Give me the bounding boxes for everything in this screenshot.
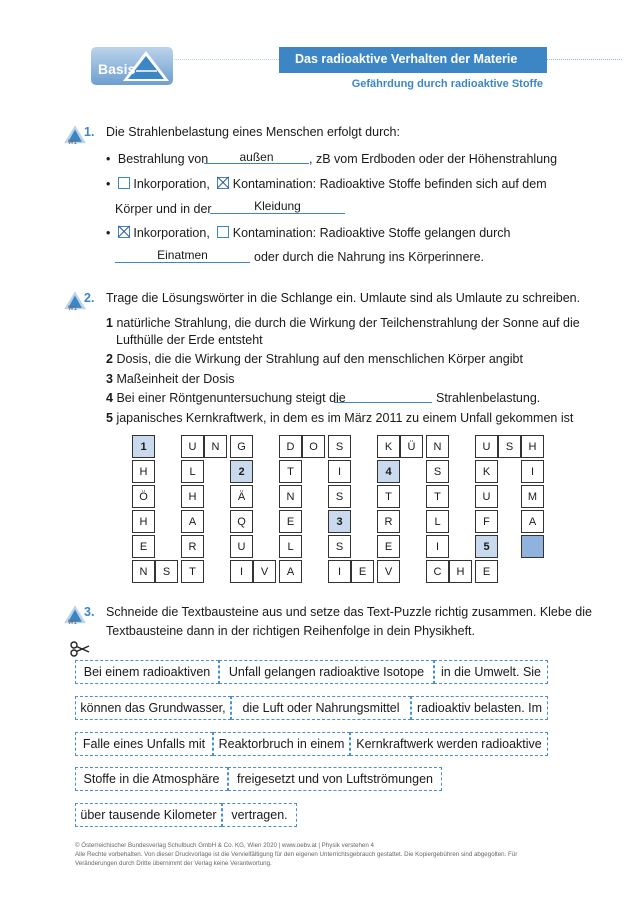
puzzle-piece[interactable]: radioaktiv belasten. Im <box>411 696 548 720</box>
puzzle-piece[interactable]: Falle eines Unfalls mit <box>75 732 213 756</box>
grid-cell[interactable]: F <box>475 510 498 533</box>
grid-cell[interactable]: D <box>279 435 302 458</box>
grid-cell[interactable]: U <box>475 485 498 508</box>
task1-b2-opt2: Kontamination: Radioaktive Stoffe befinden sich auf dem <box>232 177 547 191</box>
item-text: Lufthülle der Erde entsteht <box>116 333 263 347</box>
title-banner <box>279 47 547 73</box>
grid-cell[interactable]: T <box>426 485 449 508</box>
puzzle-piece[interactable]: über tausende Kilometer <box>75 803 222 827</box>
grid-cell[interactable]: I <box>328 560 351 583</box>
task1-b3-opt2: Kontamination: Radioaktive Stoffe gelangen durch <box>232 226 511 240</box>
task1-prompt: Die Strahlenbelastung eines Menschen erfolgt durch: <box>106 125 400 139</box>
grid-cell[interactable]: V <box>377 560 400 583</box>
task2-item-2 <box>106 351 523 368</box>
task2-item-5 <box>106 410 573 427</box>
task2-number: 2. <box>84 291 95 305</box>
task2-item-1 <box>106 315 580 332</box>
grid-cell[interactable]: Ä <box>230 485 253 508</box>
grid-cell[interactable]: I <box>230 560 253 583</box>
grid-cell[interactable]: S <box>328 485 351 508</box>
grid-cell[interactable]: E <box>279 510 302 533</box>
grid-cell[interactable]: 5 <box>475 535 498 558</box>
puzzle-piece[interactable]: können das Grundwasser, <box>75 696 231 720</box>
grid-cell[interactable]: O <box>302 435 325 458</box>
grid-cell[interactable]: Q <box>230 510 253 533</box>
item-number: 2 <box>106 352 113 366</box>
grid-cell[interactable]: E <box>377 535 400 558</box>
checkbox-kontamination-checked[interactable] <box>217 177 229 189</box>
task2-prompt: Trage die Lösungswörter in die Schlange ein. Umlaute sind als Umlaute zu schreiben. <box>106 291 581 305</box>
task2-marker <box>64 290 86 317</box>
grid-cell[interactable]: A <box>521 510 544 533</box>
grid-cell[interactable]: S <box>426 460 449 483</box>
grid-cell[interactable]: I <box>328 460 351 483</box>
grid-cell[interactable]: U <box>230 535 253 558</box>
checkbox-inkorporation[interactable] <box>118 177 130 189</box>
grid-cell[interactable]: 3 <box>328 510 351 533</box>
grid-cell[interactable] <box>521 535 544 558</box>
item-text: natürliche Strahlung, die durch die Wirkung der Teilchenstrahlung der Sonne auf die <box>116 316 580 330</box>
grid-cell[interactable]: T <box>279 460 302 483</box>
task1-answer-1: außen <box>239 150 274 164</box>
grid-cell[interactable]: A <box>181 510 204 533</box>
page-title: Das radioaktive Verhalten der Materie <box>295 52 518 66</box>
basis-logo <box>91 47 173 85</box>
task1-bullet2 <box>106 176 547 193</box>
task2-item-3 <box>106 371 235 388</box>
task3-marker <box>64 604 86 631</box>
grid-cell[interactable]: G <box>230 435 253 458</box>
grid-cell[interactable]: L <box>181 460 204 483</box>
footer <box>75 841 575 868</box>
grid-cell[interactable]: U <box>181 435 204 458</box>
task1-b3-opt1: Inkorporation, <box>133 226 210 240</box>
bullet: • <box>106 177 111 191</box>
footer-line-3: Veränderungen durch Dritte übernimmt der Verlag keine Verantwortung. <box>75 860 272 867</box>
grid-cell[interactable]: S <box>328 435 351 458</box>
task1-number: 1. <box>84 125 95 139</box>
grid-cell[interactable]: 4 <box>377 460 400 483</box>
grid-cell[interactable]: L <box>279 535 302 558</box>
task2-item-4 <box>106 390 346 407</box>
task1-b2-line2: Körper und in der <box>115 202 212 216</box>
puzzle-piece[interactable]: freigesetzt und von Luftströmungen <box>228 767 442 791</box>
footer-line-2: Alle Rechte vorbehalten. Von dieser Druckvorlage ist die Vervielfältigung für den eigenen Unterrichtsgebrauch gestattet. Die Kopiergebühren sind abgegolten. Für <box>75 851 518 858</box>
puzzle-piece[interactable]: Reaktorbruch in einem <box>213 732 350 756</box>
item-number: 4 <box>106 391 113 405</box>
grid-cell[interactable]: Ü <box>400 435 423 458</box>
item-number: 1 <box>106 316 113 330</box>
task1-b2-opt1: Inkorporation, <box>133 177 210 191</box>
puzzle-piece[interactable]: die Luft oder Nahrungsmittel <box>231 696 411 720</box>
grid-cell[interactable]: T <box>377 485 400 508</box>
grid-cell[interactable]: N <box>279 485 302 508</box>
puzzle-piece[interactable]: Unfall gelangen radioaktive Isotope <box>219 660 434 684</box>
task3-prompt-2: Textbausteine dann in der richtigen Reihenfolge in dein Physikheft. <box>106 624 475 638</box>
checkbox-kontamination[interactable] <box>217 226 229 238</box>
grid-cell[interactable]: Ö <box>132 485 155 508</box>
item-text: Maßeinheit der Dosis <box>116 372 235 386</box>
grid-cell[interactable]: T <box>181 560 204 583</box>
task3-number: 3. <box>84 605 95 619</box>
grid-cell[interactable]: C <box>426 560 449 583</box>
grid-cell[interactable]: L <box>426 510 449 533</box>
puzzle-piece[interactable]: Bei einem radioaktiven <box>75 660 219 684</box>
grid-cell[interactable]: I <box>521 460 544 483</box>
scissors-icon <box>70 641 90 662</box>
grid-cell[interactable]: S <box>155 560 178 583</box>
grid-cell[interactable]: 2 <box>230 460 253 483</box>
task2-item4-post: Strahlenbelastung. <box>436 391 541 405</box>
grid-cell[interactable]: A <box>279 560 302 583</box>
grid-cell[interactable]: R <box>377 510 400 533</box>
puzzle-piece[interactable]: Stoffe in die Atmosphäre <box>75 767 228 791</box>
item-text: Bei einer Röntgenuntersuchung steigt die <box>116 391 346 405</box>
grid-cell[interactable]: H <box>181 485 204 508</box>
grid-cell[interactable]: M <box>521 485 544 508</box>
grid-cell[interactable]: E <box>351 560 374 583</box>
task3-level: W1 <box>68 620 77 626</box>
answer-line-2 <box>210 213 345 214</box>
grid-cell[interactable]: S <box>498 435 521 458</box>
task1-bullet3 <box>106 225 511 242</box>
grid-cell[interactable]: H <box>132 510 155 533</box>
header-divider <box>174 59 279 60</box>
grid-cell[interactable]: K <box>475 460 498 483</box>
grid-cell[interactable]: N <box>132 560 155 583</box>
checkbox-inkorporation-checked[interactable] <box>118 226 130 238</box>
grid-cell[interactable]: E <box>475 560 498 583</box>
grid-cell[interactable]: N <box>204 435 227 458</box>
header-divider-right <box>547 59 622 60</box>
grid-cell[interactable]: S <box>328 535 351 558</box>
task1-bullet1 <box>106 151 208 168</box>
grid-cell[interactable]: 1 <box>132 435 155 458</box>
grid-cell[interactable]: N <box>426 435 449 458</box>
task2-item-1b <box>116 332 263 349</box>
grid-cell[interactable]: V <box>253 560 276 583</box>
puzzle-piece[interactable]: in die Umwelt. Sie <box>434 660 548 684</box>
bullet: • <box>106 226 111 240</box>
grid-cell[interactable]: K <box>377 435 400 458</box>
item-text: Dosis, die die Wirkung der Strahlung auf den menschlichen Körper angibt <box>116 352 523 366</box>
item-number: 5 <box>106 411 113 425</box>
task3-prompt-1: Schneide die Textbausteine aus und setze das Text-Puzzle richtig zusammen. Klebe die <box>106 605 592 619</box>
task1-b1-post: , zB vom Erdboden oder der Höhenstrahlung <box>309 152 558 166</box>
answer-line-3 <box>115 262 250 263</box>
task1-answer-2: Kleidung <box>254 199 301 213</box>
item-number: 3 <box>106 372 113 386</box>
task1-marker <box>64 124 86 151</box>
grid-cell[interactable]: H <box>132 460 155 483</box>
puzzle-piece[interactable]: Kernkraftwerk werden radioaktive <box>350 732 548 756</box>
answer-line-4 <box>334 402 432 403</box>
grid-cell[interactable]: I <box>426 535 449 558</box>
page-subtitle: Gefährdung durch radioaktive Stoffe <box>351 78 543 90</box>
grid-cell[interactable]: U <box>475 435 498 458</box>
item-text: japanisches Kernkraftwerk, in dem es im März 2011 zu einem Unfall gekommen ist <box>116 411 574 425</box>
grid-cell[interactable]: R <box>181 535 204 558</box>
task1-b1-pre: Bestrahlung von <box>117 152 209 166</box>
grid-cell[interactable]: H <box>521 435 544 458</box>
task1-answer-3: Einatmen <box>157 248 208 262</box>
task1-level: W1 <box>68 140 77 146</box>
puzzle-piece[interactable]: vertragen. <box>222 803 297 827</box>
grid-cell[interactable]: H <box>449 560 472 583</box>
task1-b3-post: oder durch die Nahrung ins Körperinnere. <box>254 250 484 264</box>
bullet: • <box>106 152 111 166</box>
grid-cell[interactable]: E <box>132 535 155 558</box>
logo-text: Basis <box>98 61 136 77</box>
task2-level: W1 <box>68 306 77 312</box>
footer-line-1: © Österreichischer Bundesverlag Schulbuch GmbH & Co. KG, Wien 2020 | www.oebv.at | Physik verstehen 4 <box>75 842 374 849</box>
